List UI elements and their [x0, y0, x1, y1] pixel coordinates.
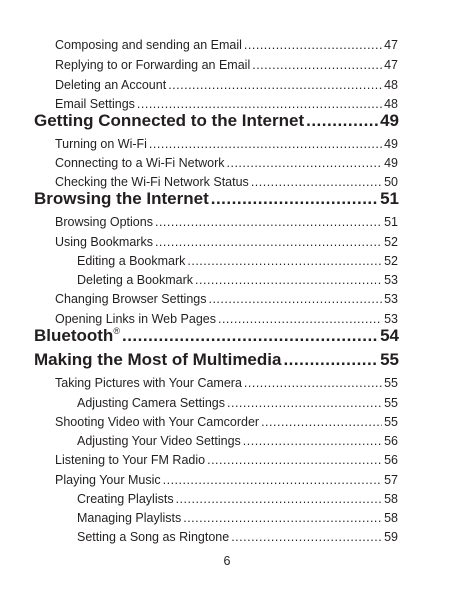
toc-entry-managing-playlists[interactable] [77, 511, 398, 525]
toc-entry-page: 52 [384, 235, 398, 249]
toc-entry-page: 47 [384, 38, 398, 52]
toc-chapter-page: 49 [380, 111, 399, 130]
toc-entry-camera-settings[interactable] [77, 396, 398, 410]
toc-entry-label: Checking the Wi-Fi Network Status [55, 175, 249, 189]
toc-entry-label: Adjusting Your Video Settings [77, 434, 241, 448]
page-number: 6 [223, 554, 231, 568]
dot-leader [243, 434, 382, 448]
toc-entry-page: 55 [384, 376, 398, 390]
dot-leader [283, 350, 378, 370]
toc-entry-browser-settings[interactable] [55, 292, 398, 306]
dot-leader [187, 254, 382, 268]
toc-entry-page: 53 [384, 273, 398, 287]
dot-leader [163, 473, 382, 487]
toc-entry-email-settings[interactable] [55, 97, 398, 111]
toc-entry-page: 58 [384, 492, 398, 506]
toc-chapter-page: 54 [380, 326, 399, 345]
toc-entry-song-as-ringtone[interactable] [77, 530, 398, 544]
toc-entry-label: Adjusting Camera Settings [77, 396, 225, 410]
toc-entry-label: Replying to or Forwarding an Email [55, 58, 251, 72]
toc-entry-page: 47 [384, 58, 398, 72]
dot-leader [227, 396, 382, 410]
toc-entry-fm-radio[interactable] [55, 453, 398, 467]
toc-entry-playing-music[interactable] [55, 473, 398, 487]
toc-entry-page: 53 [384, 312, 398, 326]
toc-chapter-multimedia[interactable] [34, 350, 399, 370]
dot-leader [155, 215, 382, 229]
toc-entry-opening-links[interactable] [55, 312, 398, 326]
toc-entry-page: 56 [384, 434, 398, 448]
toc-entry-replying-forwarding[interactable] [55, 58, 398, 72]
toc-chapter-label: Browsing the Internet [34, 189, 209, 208]
toc-chapter-label-text: Bluetooth [34, 326, 114, 345]
dot-leader [244, 376, 382, 390]
toc-entry-browsing-options[interactable] [55, 215, 398, 229]
toc-entry-label: Deleting a Bookmark [77, 273, 194, 287]
toc-entry-page: 52 [384, 254, 398, 268]
toc-entry-label: Connecting to a Wi-Fi Network [55, 156, 225, 170]
dot-leader [168, 78, 382, 92]
toc-entry-creating-playlists[interactable] [77, 492, 398, 506]
toc-entry-turning-on-wifi[interactable] [55, 137, 398, 151]
toc-entry-label: Shooting Video with Your Camcorder [55, 415, 260, 429]
dot-leader [252, 58, 382, 72]
dot-leader [207, 453, 382, 467]
toc-entry-label: Taking Pictures with Your Camera [55, 376, 242, 390]
toc-entry-connecting-wifi[interactable] [55, 156, 398, 170]
toc-entry-page: 48 [384, 97, 398, 111]
toc-entry-checking-wifi-status[interactable] [55, 175, 398, 189]
registered-mark: ® [113, 326, 120, 336]
dot-leader [122, 326, 378, 346]
toc-entry-label: Changing Browser Settings [55, 292, 207, 306]
toc-chapter-label: Getting Connected to the Internet [34, 111, 305, 130]
toc-entry-using-bookmarks[interactable] [55, 235, 398, 249]
toc-entry-label: Email Settings [55, 97, 135, 111]
toc-entry-label: Listening to Your FM Radio [55, 453, 206, 467]
toc-entry-page: 51 [384, 215, 398, 229]
toc-entry-page: 48 [384, 78, 398, 92]
toc-entry-label: Setting a Song as Ringtone [77, 530, 230, 544]
dot-leader [211, 189, 378, 209]
dot-leader [183, 511, 382, 525]
toc-entry-label: Browsing Options [55, 215, 153, 229]
toc-entry-label: Creating Playlists [77, 492, 174, 506]
dot-leader [261, 415, 382, 429]
toc-entry-label: Managing Playlists [77, 511, 182, 525]
toc-entry-label: Using Bookmarks [55, 235, 153, 249]
toc-chapter-label [34, 326, 120, 346]
dot-leader [155, 235, 382, 249]
toc-entry-editing-bookmark[interactable] [77, 254, 398, 268]
dot-leader [251, 175, 382, 189]
toc-entry-page: 58 [384, 511, 398, 525]
dot-leader [208, 292, 382, 306]
toc-entry-page: 56 [384, 453, 398, 467]
toc-entry-shooting-video[interactable] [55, 415, 398, 429]
toc-entry-label: Turning on Wi-Fi [55, 137, 147, 151]
toc-entry-page: 50 [384, 175, 398, 189]
toc-chapter-bluetooth[interactable] [34, 326, 399, 346]
toc-entry-label: Playing Your Music [55, 473, 161, 487]
toc-entry-page: 59 [384, 530, 398, 544]
toc-entry-page: 57 [384, 473, 398, 487]
toc-entry-label: Composing and sending an Email [55, 38, 242, 52]
toc-entry-page: 49 [384, 156, 398, 170]
toc-entry-label: Deleting an Account [55, 78, 167, 92]
toc-entry-label: Editing a Bookmark [77, 254, 186, 268]
dot-leader [218, 312, 382, 326]
toc-entry-page: 55 [384, 396, 398, 410]
dot-leader [227, 156, 383, 170]
toc-entry-composing-email[interactable] [55, 38, 398, 52]
toc-entry-label: Opening Links in Web Pages [55, 312, 216, 326]
toc-chapter-browsing-internet[interactable] [34, 189, 399, 209]
toc-chapter-page: 55 [380, 350, 399, 369]
dot-leader [231, 530, 382, 544]
toc-entry-page: 49 [384, 137, 398, 151]
dot-leader [306, 111, 378, 131]
dot-leader [176, 492, 383, 506]
toc-entry-deleting-bookmark[interactable] [77, 273, 398, 287]
toc-entry-taking-pictures[interactable] [55, 376, 398, 390]
toc-entry-page: 53 [384, 292, 398, 306]
toc-entry-deleting-account[interactable] [55, 78, 398, 92]
toc-chapter-page: 51 [380, 189, 399, 208]
toc-chapter-getting-connected[interactable] [34, 111, 399, 131]
dot-leader [244, 38, 382, 52]
dot-leader [149, 137, 382, 151]
dot-leader [195, 273, 382, 287]
toc-entry-video-settings[interactable] [77, 434, 398, 448]
dot-leader [137, 97, 382, 111]
toc-chapter-label: Making the Most of Multimedia [34, 350, 282, 369]
toc-entry-page: 55 [384, 415, 398, 429]
